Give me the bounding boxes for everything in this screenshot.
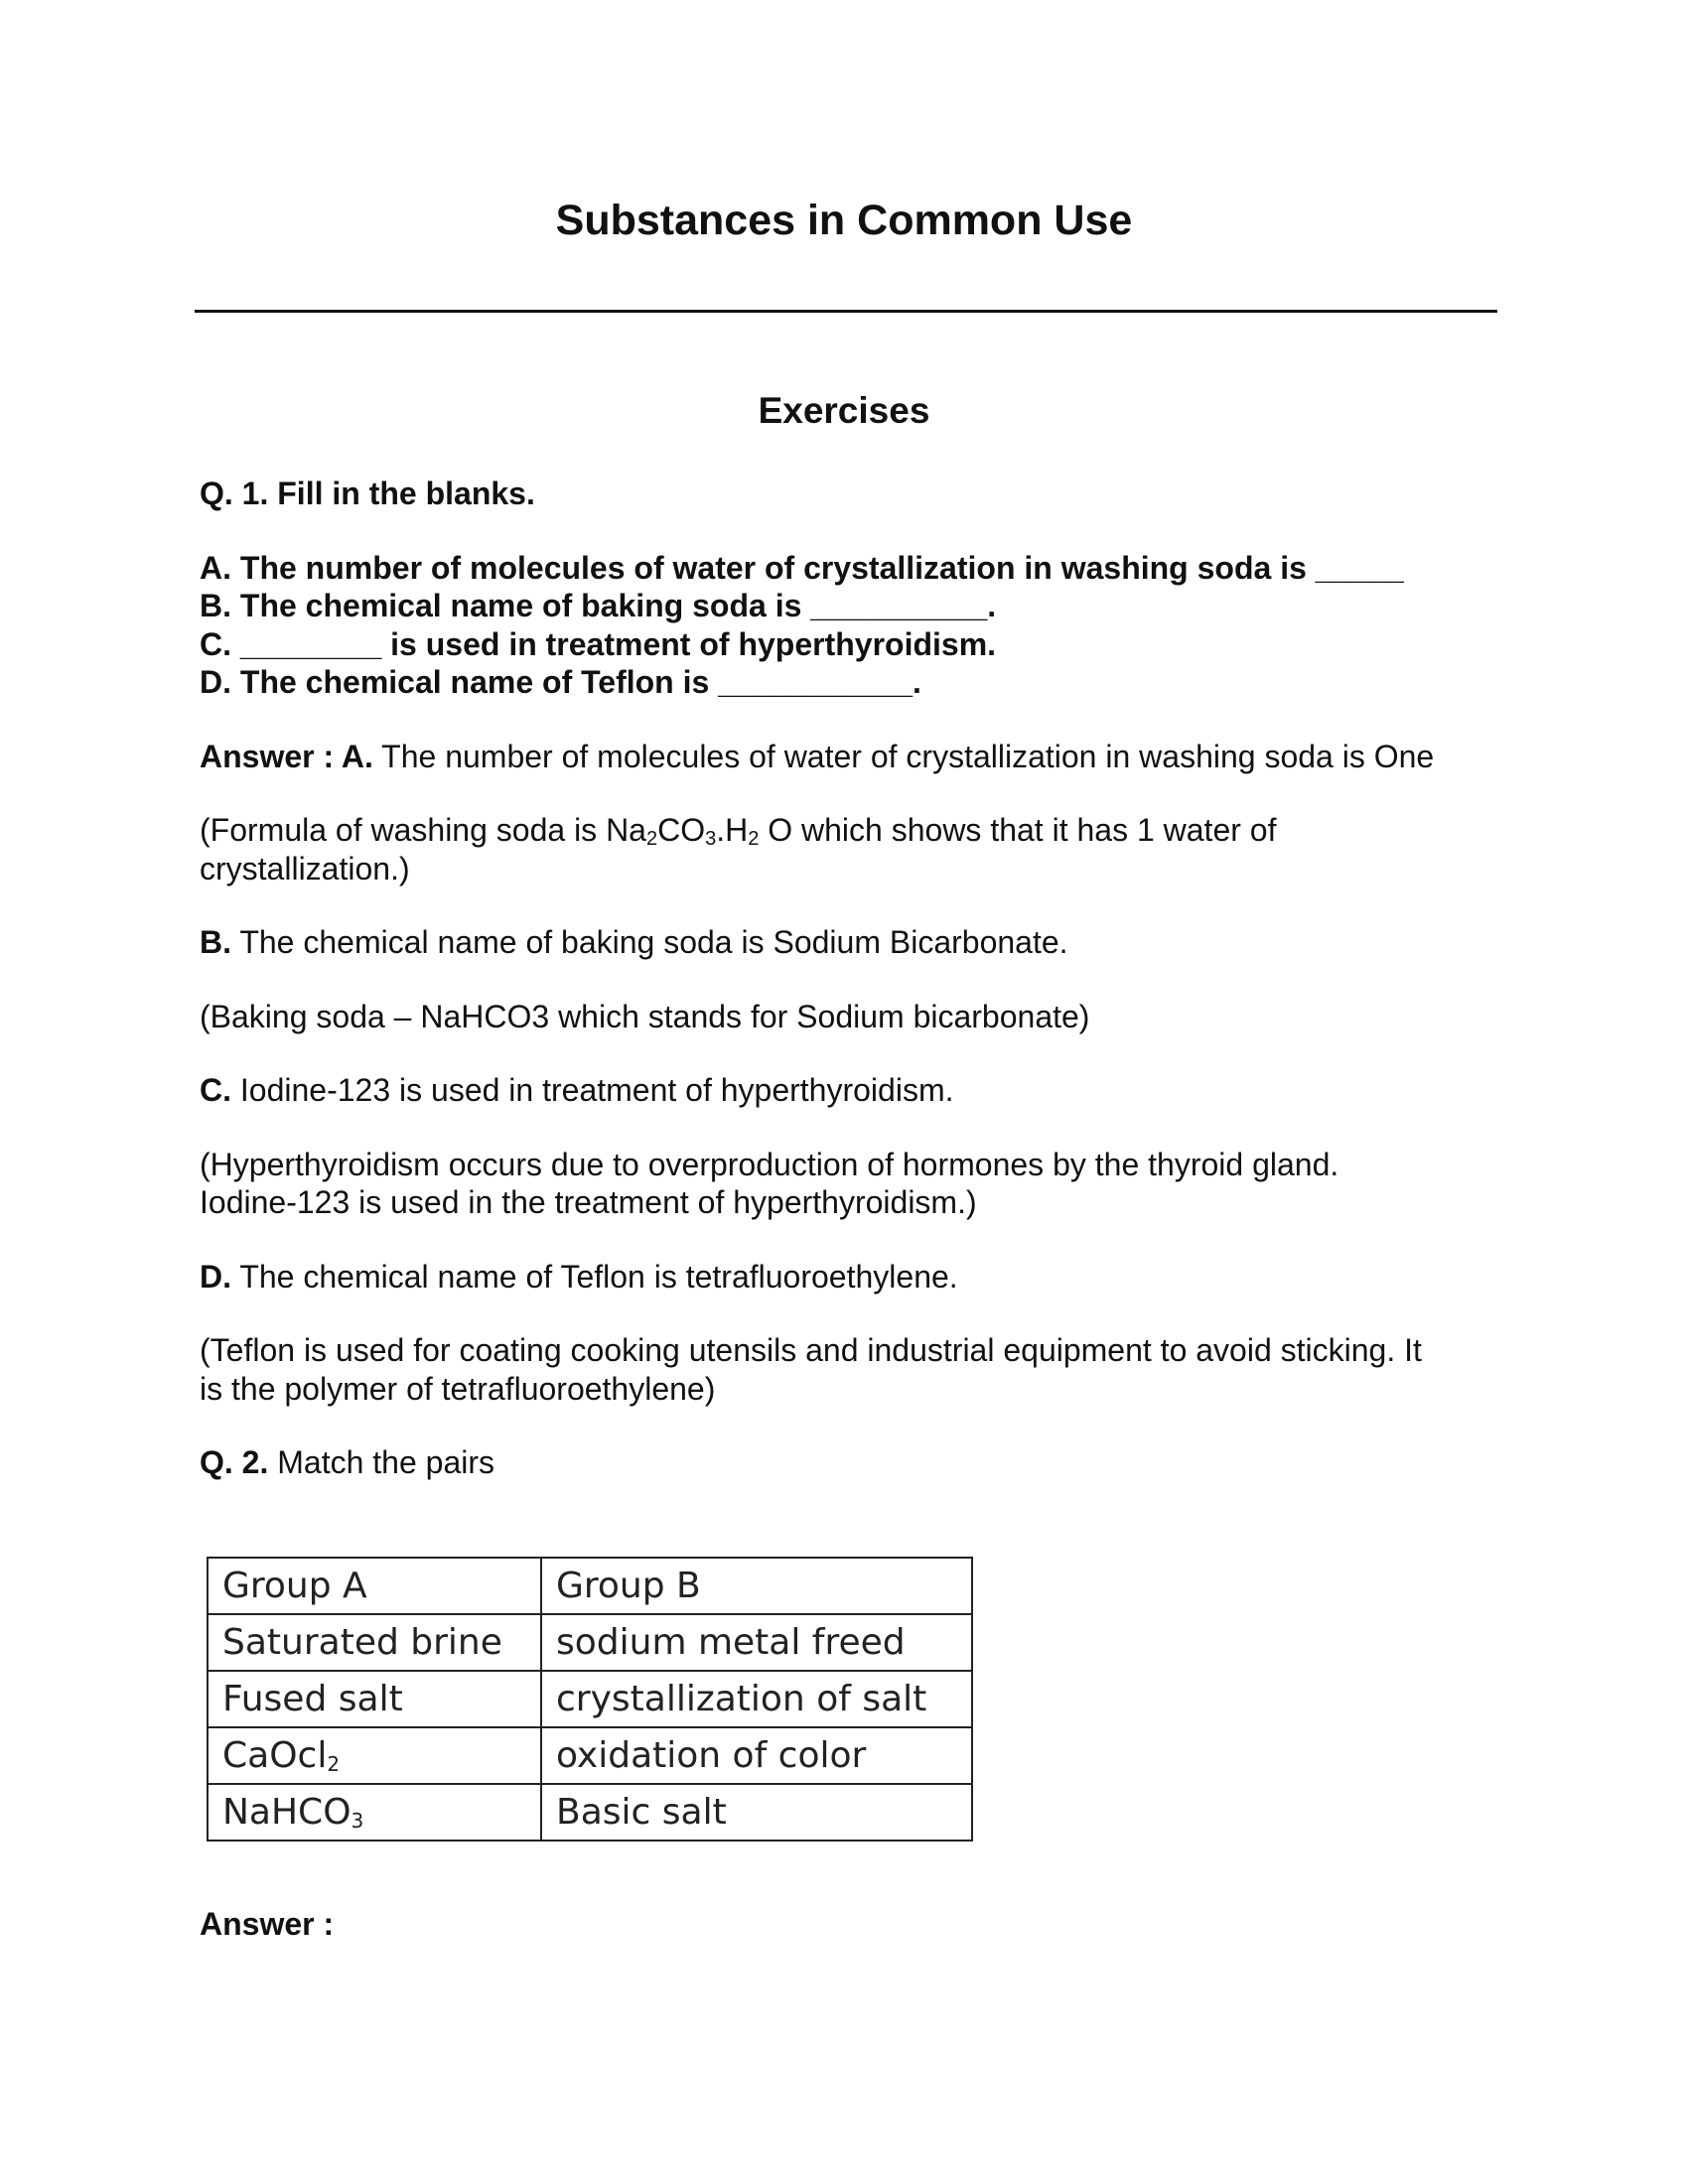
q1-heading: Q. 1. Fill in the blanks. — [200, 476, 535, 511]
table-cell — [208, 1784, 541, 1841]
note-a-mid: .H — [716, 812, 749, 848]
q1-item-a: A. The number of molecules of water of crystallization in washing soda is _____ — [200, 549, 1404, 586]
answer-a-text: The number of molecules of water of crystallization in washing soda is One — [381, 738, 1435, 774]
q1-item-b: B. The chemical name of baking soda is __________. — [200, 588, 997, 623]
note-d — [200, 1331, 1500, 1408]
table-row — [208, 1727, 972, 1784]
note-c-line1: (Hyperthyroidism occurs due to overproduction of hormones by the thyroid gland. — [200, 1146, 1339, 1182]
note-a-sub: 2 — [748, 828, 760, 850]
table-header-cell: Group A — [208, 1558, 541, 1614]
table-row — [208, 1784, 972, 1841]
answer-b-label: B. — [200, 924, 231, 960]
answer-label: Answer : A. — [200, 738, 373, 774]
answer-d-text: The chemical name of Teflon is tetrafluoroethylene. — [239, 1258, 958, 1295]
table-header-row — [208, 1558, 972, 1614]
answer-c-label: C. — [200, 1072, 231, 1108]
cell-text: NaHCO — [222, 1792, 352, 1833]
answer-d — [200, 1258, 1500, 1297]
answer-c — [200, 1071, 1500, 1110]
note-a-sub: 2 — [645, 828, 658, 850]
table-row — [208, 1614, 972, 1671]
note-d-line2: is the polymer of tetrafluoroethylene) — [200, 1370, 716, 1407]
q2-answer-label: Answer : — [200, 1906, 335, 1942]
cell-text: Fused salt — [222, 1679, 403, 1719]
match-table — [207, 1557, 973, 1842]
q1-items — [200, 549, 1500, 702]
q2-label: Q. 2. — [200, 1444, 269, 1480]
q2-heading — [200, 1443, 1500, 1482]
cell-subscript: 3 — [351, 1809, 364, 1833]
section-title: Exercises — [758, 390, 930, 431]
page-title: Substances in Common Use — [555, 197, 1133, 244]
table-cell: crystallization of salt — [541, 1671, 972, 1727]
note-b: (Baking soda – NaHCO3 which stands for Sodium bicarbonate) — [200, 998, 1090, 1034]
table-cell: oxidation of color — [541, 1727, 972, 1784]
table-cell: sodium metal freed — [541, 1614, 972, 1671]
q1-item-d: D. The chemical name of Teflon is ___________. — [200, 664, 921, 700]
answer-b — [200, 923, 1500, 962]
note-c — [200, 1146, 1500, 1222]
cell-subscript: 2 — [327, 1752, 341, 1776]
note-c-line2: Iodine-123 is used in the treatment of hyperthyroidism.) — [200, 1184, 977, 1220]
cell-text: CaOcl — [222, 1735, 328, 1776]
answer-d-label: D. — [200, 1258, 231, 1295]
table-header-cell: Group B — [541, 1558, 972, 1614]
note-a-mid: CO — [657, 812, 706, 848]
q2-heading-text: Match the pairs — [277, 1444, 495, 1480]
title-divider — [195, 310, 1497, 313]
cell-text: Saturated brine — [222, 1622, 502, 1663]
note-a — [200, 811, 1500, 887]
note-a-line2: crystallization.) — [200, 850, 410, 887]
table-cell — [208, 1671, 541, 1727]
table-cell: Basic salt — [541, 1784, 972, 1841]
note-a-suffix: O which shows that it has 1 water of — [768, 812, 1277, 848]
table-cell — [208, 1727, 541, 1784]
answer-c-text: Iodine-123 is used in treatment of hyperthyroidism. — [239, 1072, 954, 1108]
note-d-line1: (Teflon is used for coating cooking utensils and industrial equipment to avoid sticking. It — [200, 1332, 1422, 1368]
answer-b-text: The chemical name of baking soda is Sodium Bicarbonate. — [239, 924, 1068, 960]
note-a-prefix: (Formula of washing soda is Na — [200, 812, 646, 848]
note-a-sub: 3 — [705, 828, 717, 850]
table-cell — [208, 1614, 541, 1671]
q1-item-c: C. ________ is used in treatment of hyperthyroidism. — [200, 625, 997, 662]
content — [200, 475, 1500, 1482]
table-row — [208, 1671, 972, 1727]
answer-a — [200, 738, 1500, 776]
